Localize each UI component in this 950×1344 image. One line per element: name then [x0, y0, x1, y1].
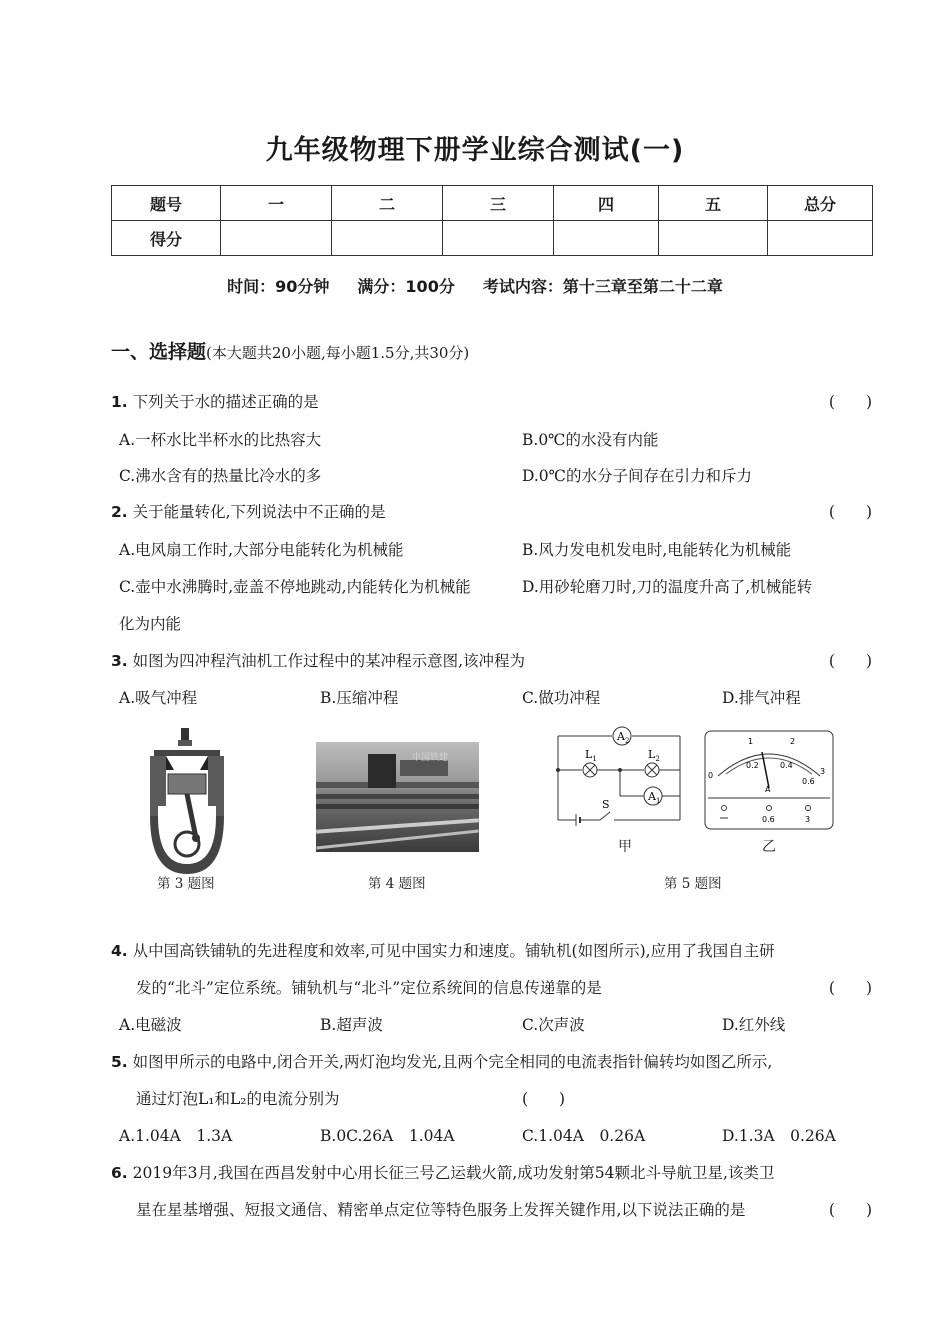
question-5-stem-cont: 通过灯泡L₁和L₂的电流分别为: [136, 1090, 340, 1108]
question-3-stem: [111, 649, 525, 671]
answer-blank[interactable]: ( ): [522, 1090, 566, 1108]
option-d: D.1.3A 0.26A: [722, 1127, 836, 1145]
ammeter-a2-label: $A_2$: [617, 730, 630, 745]
track-laying-machine-photo: [316, 742, 479, 852]
meter-scale-0-6: 0.6: [802, 777, 815, 786]
question-number: 5.: [111, 1053, 128, 1071]
question-6-stem-cont: 星在星基增强、短报文通信、精密单点定位等特色服务上发挥关键作用,以下说法正确的是: [136, 1201, 746, 1219]
meter-scale-0: 0: [708, 771, 714, 780]
option-d: D.排气冲程: [722, 689, 801, 707]
question-5-stem: [111, 1050, 772, 1072]
question-2-stem: [111, 500, 386, 522]
option-b: B.压缩冲程: [320, 689, 399, 707]
option-d: D.0℃的水分子间存在引力和斥力: [522, 467, 753, 485]
meter-label: 乙: [762, 839, 776, 855]
meter-scale-top-2: 2: [790, 737, 796, 746]
question-6-stem: [111, 1161, 774, 1183]
score-header-cell: 四: [554, 186, 659, 221]
question-text: 从中国高铁铺轨的先进程度和效率,可见中国实力和速度。铺轨机(如图所示),应用了我国自主研: [132, 942, 775, 960]
meter-terminal-0-6: 0.6: [762, 815, 775, 824]
option-c: C.次声波: [522, 1016, 585, 1034]
section-heading: [111, 337, 469, 364]
question-4-stem: [111, 939, 775, 961]
answer-blank[interactable]: ( ): [828, 503, 872, 521]
exam-time: 时间：90分钟: [227, 277, 330, 296]
score-row-label: 得分: [112, 221, 221, 256]
question-number: 4.: [111, 942, 128, 960]
score-cell[interactable]: [768, 221, 873, 256]
question-text: 如图甲所示的电路中,闭合开关,两灯泡均发光,且两个完全相同的电流表指针偏转均如图乙所示,: [132, 1053, 773, 1071]
answer-blank[interactable]: ( ): [828, 393, 872, 411]
question-text: 2019年3月,我国在西昌发射中心用长征三号乙运载火箭,成功发射第54颗北斗导航卫星,该类卫: [132, 1164, 775, 1182]
lamp-l2-label: $L_2$: [648, 748, 660, 763]
meter-scale-0-2: 0.2: [746, 761, 759, 770]
figure-4-caption: 第 4 题图: [368, 876, 426, 892]
score-header-cell: 总分: [768, 186, 873, 221]
option-d: D.用砂轮磨刀时,刀的温度升高了,机械能转: [522, 578, 813, 596]
ammeter-dial: [704, 730, 834, 830]
option-a: A.1.04A 1.3A: [119, 1127, 233, 1145]
question-4-stem-cont: 发的“北斗”定位系统。铺轨机与“北斗”定位系统间的信息传递靠的是: [136, 979, 602, 997]
circuit-diagram: [552, 724, 688, 836]
score-cell[interactable]: [554, 221, 659, 256]
photo-sign: 中国铁建: [412, 753, 449, 763]
exam-info: [0, 274, 950, 297]
ammeter-a1-label: $A_1$: [648, 790, 661, 805]
section-title: 一、选择题: [111, 341, 207, 363]
question-text: 如图为四冲程汽油机工作过程中的某冲程示意图,该冲程为: [132, 652, 526, 670]
question-number: 1.: [111, 393, 128, 411]
option-a: A.一杯水比半杯水的比热容大: [119, 431, 322, 449]
exam-content: 考试内容：第十三章至第二十二章: [482, 277, 723, 296]
answer-blank[interactable]: ( ): [828, 979, 872, 997]
meter-scale-top-1: 1: [748, 737, 754, 746]
lamp-l1-label: $L_1$: [585, 748, 597, 763]
option-c: C.沸水含有的热量比冷水的多: [119, 467, 322, 485]
answer-blank[interactable]: ( ): [828, 652, 872, 670]
option-c: C.做功冲程: [522, 689, 601, 707]
score-header-cell: 五: [659, 186, 768, 221]
option-a: A.吸气冲程: [119, 689, 198, 707]
meter-scale-end: 3: [820, 767, 826, 776]
score-cell[interactable]: [332, 221, 443, 256]
option-c: C.壶中水沸腾时,壶盖不停地跳动,内能转化为机械能: [119, 578, 471, 596]
option-b: B.0C.26A 1.04A: [320, 1127, 455, 1145]
score-cell[interactable]: [221, 221, 332, 256]
section-note: (本大题共20小题,每小题1.5分,共30分): [206, 344, 470, 362]
score-table-header-row: [112, 186, 873, 221]
exam-full-score: 满分：100分: [357, 277, 455, 296]
figure-5-caption: 第 5 题图: [664, 876, 722, 892]
question-text: 下列关于水的描述正确的是: [132, 393, 319, 411]
meter-scale-0-4: 0.4: [780, 761, 793, 770]
question-number: 6.: [111, 1164, 128, 1182]
score-header-cell: 题号: [112, 186, 221, 221]
question-1-stem: [111, 390, 319, 412]
score-header-cell: 三: [443, 186, 554, 221]
score-table-score-row: [112, 221, 873, 256]
option-b: B.0℃的水没有内能: [522, 431, 659, 449]
score-cell[interactable]: [443, 221, 554, 256]
option-d-continued: 化为内能: [119, 615, 182, 633]
option-a: A.电风扇工作时,大部分电能转化为机械能: [119, 541, 404, 559]
score-header-cell: 一: [221, 186, 332, 221]
score-header-cell: 二: [332, 186, 443, 221]
score-cell[interactable]: [659, 221, 768, 256]
page-title: 九年级物理下册学业综合测试(一): [265, 135, 685, 166]
option-c: C.1.04A 0.26A: [522, 1127, 646, 1145]
score-table: [111, 185, 873, 256]
meter-unit: A: [765, 785, 771, 794]
option-b: B.风力发电机发电时,电能转化为机械能: [522, 541, 792, 559]
option-a: A.电磁波: [119, 1016, 182, 1034]
option-b: B.超声波: [320, 1016, 383, 1034]
question-text: 关于能量转化,下列说法中不正确的是: [132, 503, 386, 521]
circuit-label: 甲: [618, 839, 632, 855]
figure-3-caption: 第 3 题图: [157, 876, 215, 892]
question-number: 2.: [111, 503, 128, 521]
meter-terminal-3: 3: [805, 815, 811, 824]
question-number: 3.: [111, 652, 128, 670]
option-d: D.红外线: [722, 1016, 786, 1034]
answer-blank[interactable]: ( ): [828, 1201, 872, 1219]
switch-label: S: [602, 798, 610, 811]
engine-cylinder-diagram: [140, 726, 234, 876]
